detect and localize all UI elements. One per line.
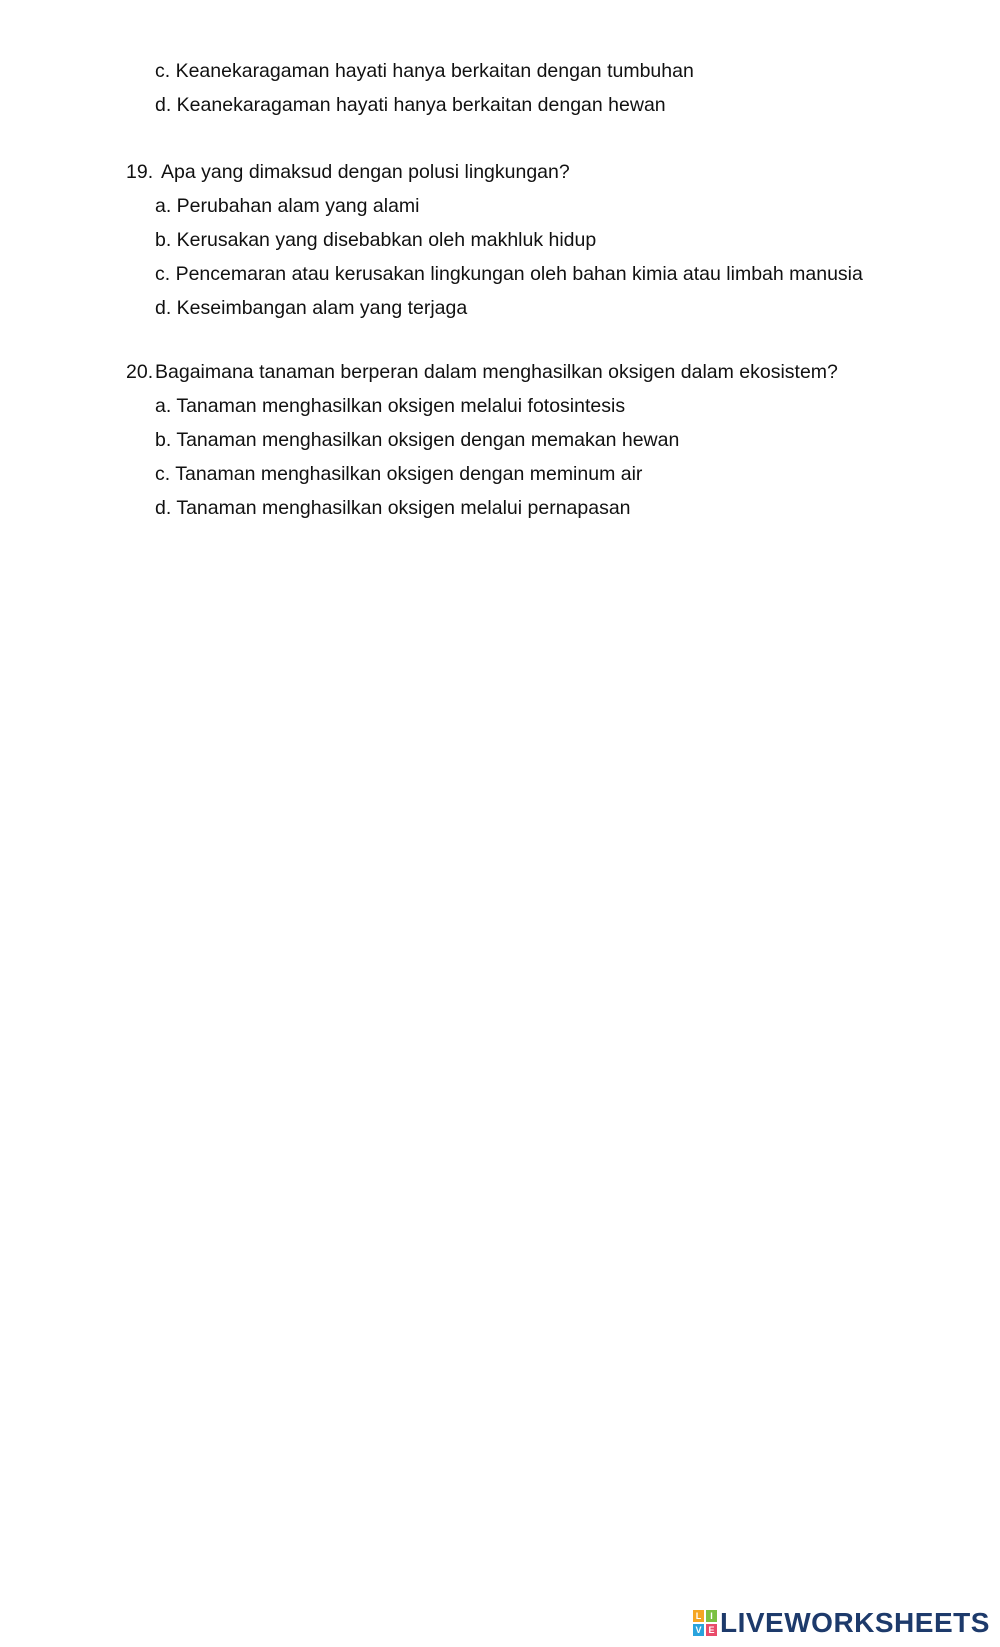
liveworksheets-logo-text: LIVEWORKSHEETS — [720, 1607, 990, 1638]
logo-letter-v: V — [693, 1624, 704, 1636]
logo-letter-i: I — [706, 1610, 717, 1622]
liveworksheets-logo — [693, 1608, 990, 1638]
logo-letter-l: L — [693, 1610, 704, 1622]
logo-letter-e: E — [706, 1624, 717, 1636]
question-20-option-a: a. Tanaman menghasilkan oksigen melalui fotosintesis — [155, 395, 626, 417]
liveworksheets-logo-icon — [693, 1610, 717, 1636]
question-19-text: Apa yang dimaksud dengan polusi lingkungan? — [161, 161, 570, 183]
question-19-option-b: b. Kerusakan yang disebabkan oleh makhluk hidup — [155, 229, 597, 251]
question-19-option-c: c. Pencemaran atau kerusakan lingkungan oleh bahan kimia atau limbah manusia — [155, 263, 863, 285]
question-19-option-d: d. Keseimbangan alam yang terjaga — [155, 297, 468, 319]
question-20-option-d: d. Tanaman menghasilkan oksigen melalui pernapasan — [155, 497, 631, 519]
question-20-option-b: b. Tanaman menghasilkan oksigen dengan memakan hewan — [155, 429, 680, 451]
option-d-prev: d. Keanekaragaman hayati hanya berkaitan dengan hewan — [155, 94, 666, 116]
question-20-option-c: c. Tanaman menghasilkan oksigen dengan meminum air — [155, 463, 643, 485]
option-c-prev: c. Keanekaragaman hayati hanya berkaitan dengan tumbuhan — [155, 60, 694, 82]
question-19-number: 19. — [126, 161, 154, 183]
question-20-text: Bagaimana tanaman berperan dalam menghasilkan oksigen dalam ekosistem? — [155, 361, 838, 383]
question-19-option-a: a. Perubahan alam yang alami — [155, 195, 420, 217]
question-20-number: 20. — [126, 361, 154, 383]
